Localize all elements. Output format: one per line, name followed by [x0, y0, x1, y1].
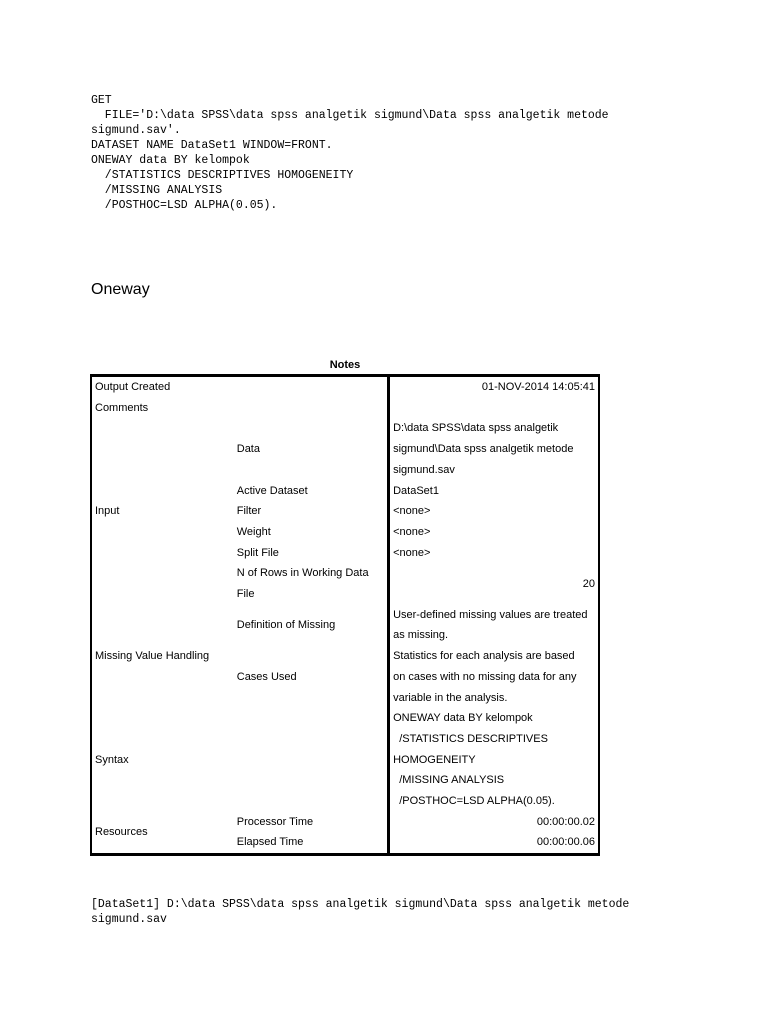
row-label: Resources [95, 826, 148, 839]
cell-value: HOMOGENEITY [393, 753, 476, 766]
dataset-path-block [91, 897, 629, 927]
row-label: Syntax [95, 753, 129, 766]
cell-value: 20 [582, 577, 595, 590]
table-row [91, 729, 599, 750]
table-row [91, 750, 599, 771]
cell-value: Statistics for each analysis are based [393, 650, 575, 663]
cell-value: DataSet1 [393, 484, 439, 497]
table-row [91, 646, 599, 667]
row-sublabel: Active Dataset [234, 481, 389, 502]
dataset-line: [DataSet1] D:\data SPSS\data spss analgetik sigmund\Data spss analgetik metode [91, 898, 630, 911]
table-row [91, 563, 599, 584]
syntax-line: GET [91, 94, 112, 107]
section-heading: Oneway [91, 281, 150, 298]
syntax-line: FILE='D:\data SPSS\data spss analgetik sigmund\Data spss analgetik metode [91, 109, 609, 122]
cell-value: /POSTHOC=LSD ALPHA(0.05). [393, 795, 555, 808]
row-sublabel: Elapsed Time [234, 832, 389, 854]
syntax-line: ONEWAY data BY kelompok [91, 154, 250, 167]
syntax-line: DATASET NAME DataSet1 WINDOW=FRONT. [91, 139, 333, 152]
row-sublabel: Processor Time [234, 812, 389, 833]
cell-value: ONEWAY data BY kelompok [393, 712, 533, 725]
row-label: Comments [95, 401, 149, 414]
cell-value: as missing. [393, 629, 449, 642]
table-row [91, 418, 599, 439]
cell-value: /STATISTICS DESCRIPTIVES [393, 732, 548, 745]
table-row [91, 708, 599, 729]
table-row [91, 481, 599, 502]
cell-value: sigmund.sav [393, 463, 455, 476]
row-sublabel: Split File [234, 543, 389, 564]
row-label: Input [95, 505, 120, 518]
cell-value: variable in the analysis. [393, 691, 508, 704]
cell-value: D:\data SPSS\data spss analgetik [393, 422, 559, 435]
table-row [91, 543, 599, 564]
table-row [91, 605, 599, 626]
table-row [91, 398, 599, 419]
cell-value: <none> [393, 546, 431, 559]
cell-value: /MISSING ANALYSIS [393, 774, 505, 787]
cell-value: <none> [393, 525, 431, 538]
syntax-line: /MISSING ANALYSIS [91, 184, 223, 197]
cell-value: sigmund\Data spss analgetik metode [393, 443, 574, 456]
table-row [91, 812, 599, 833]
cell-value: 01-NOV-2014 14:05:41 [481, 381, 595, 393]
table-row [91, 770, 599, 791]
row-label: Missing Value Handling [95, 650, 210, 663]
cell-value: <none> [393, 505, 431, 518]
row-sublabel: Definition of Missing [234, 605, 389, 646]
row-sublabel: File [234, 584, 389, 605]
row-sublabel: Filter [234, 501, 389, 522]
cell-value: 00:00:00.02 [536, 815, 595, 828]
syntax-line: sigmund.sav'. [91, 124, 181, 137]
table-title: Notes [329, 359, 361, 371]
cell-value: on cases with no missing data for any [393, 670, 577, 683]
dataset-line: sigmund.sav [91, 913, 167, 926]
row-sublabel: Data [234, 418, 389, 480]
syntax-line: /STATISTICS DESCRIPTIVES HOMOGENEITY [91, 169, 354, 182]
row-sublabel: N of Rows in Working Data [234, 563, 389, 584]
table-row [91, 376, 599, 398]
notes-table [90, 374, 600, 856]
row-sublabel: Cases Used [234, 646, 389, 708]
syntax-line: /POSTHOC=LSD ALPHA(0.05). [91, 199, 278, 212]
syntax-log-block [91, 93, 609, 213]
table-row [91, 501, 599, 522]
row-label: Output Created [95, 381, 171, 393]
table-row [91, 791, 599, 812]
cell-value: User-defined missing values are treated [393, 608, 588, 621]
table-row [91, 522, 599, 543]
row-sublabel: Weight [234, 522, 389, 543]
cell-value: 00:00:00.06 [536, 836, 595, 849]
